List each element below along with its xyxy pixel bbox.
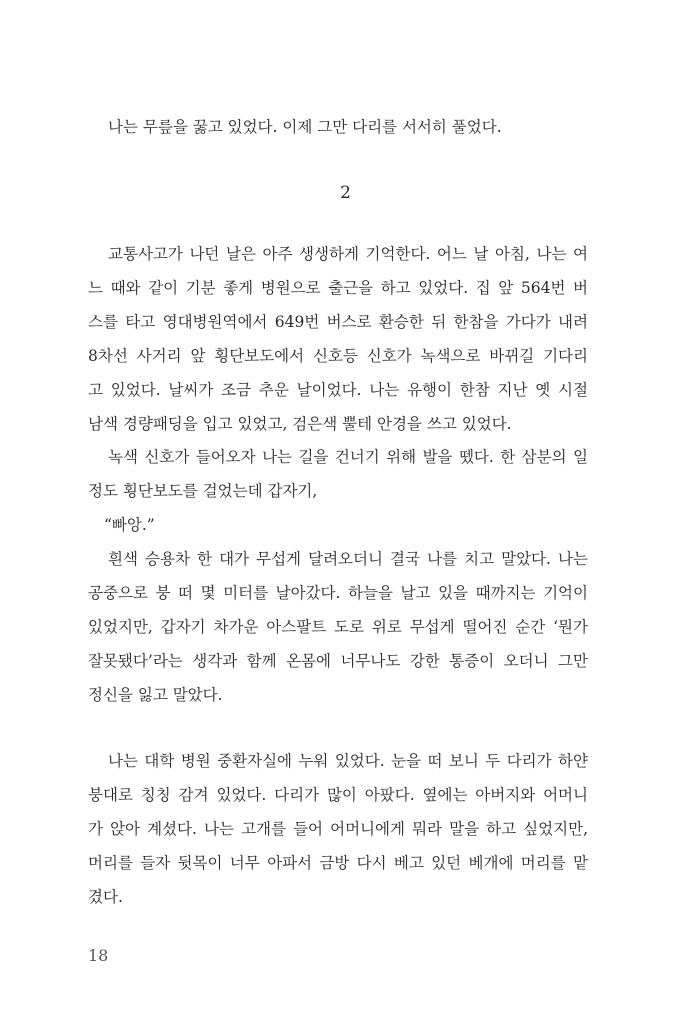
text-line: 겼다. bbox=[88, 888, 123, 906]
text-line: 정도 횡단보도를 걸었는데 갑자기, bbox=[88, 482, 318, 500]
text-line: 잘못됐다’라는 생각과 함께 온몸에 너무나도 강한 통증이 오더니 그만 bbox=[88, 652, 588, 670]
text-line: 있었지만, 갑자기 차가운 아스팔트 도로 위로 무섭게 떨어진 순간 ‘뭔가 bbox=[88, 618, 588, 636]
text-line: 가 앉아 계셨다. 나는 고개를 들어 어머니에게 뭐라 말을 하고 싶었지만, bbox=[88, 820, 588, 838]
text-line: 스를 타고 영대병원역에서 649번 버스로 환승한 뒤 한참을 가다가 내려 bbox=[88, 313, 588, 331]
text-line: 머리를 들자 뒷목이 너무 아파서 금방 다시 베고 있던 베개에 머리를 맡 bbox=[88, 854, 588, 872]
text-line: 남색 경량패딩을 입고 있었고, 검은색 뿔테 안경을 쓰고 있었다. bbox=[88, 415, 512, 433]
text-line: 8차선 사거리 앞 횡단보도에서 신호등 신호가 녹색으로 바뀌길 기다리 bbox=[88, 347, 588, 365]
text-line: 느 때와 같이 기분 좋게 병원으로 출근을 하고 있었다. 집 앞 564번 버 bbox=[88, 279, 588, 297]
text-line: 나는 대학 병원 중환자실에 누워 있었다. 눈을 떠 보니 두 다리가 하얀 bbox=[108, 752, 588, 770]
text-line: 녹색 신호가 들어오자 나는 길을 건너기 위해 발을 뗐다. 한 삼분의 일 bbox=[108, 448, 588, 466]
page-number: 18 bbox=[88, 946, 109, 965]
text-line: 붕대로 칭칭 감겨 있었다. 다리가 많이 아팠다. 옆에는 아버지와 어머니 bbox=[88, 786, 588, 804]
text-line: 정신을 잃고 말았다. bbox=[88, 686, 223, 704]
text-line: 교통사고가 나던 날은 아주 생생하게 기억한다. 어느 날 아침, 나는 여 bbox=[108, 245, 588, 263]
text-line: 흰색 승용차 한 대가 무섭게 달려오더니 결국 나를 치고 말았다. 나는 bbox=[108, 550, 588, 568]
text-line: 공중으로 붕 떠 몇 미터를 날아갔다. 하늘을 날고 있을 때까지는 기억이 bbox=[88, 584, 588, 602]
text-line: 나는 무릎을 꿇고 있었다. 이제 그만 다리를 서서히 풀었다. bbox=[108, 118, 502, 136]
text-line: 고 있었다. 날씨가 조금 추운 날이었다. 나는 유행이 한참 지난 옛 시절 bbox=[88, 381, 588, 399]
section-number: 2 bbox=[340, 183, 351, 203]
dialogue-line: “빠앙.” bbox=[104, 516, 155, 534]
